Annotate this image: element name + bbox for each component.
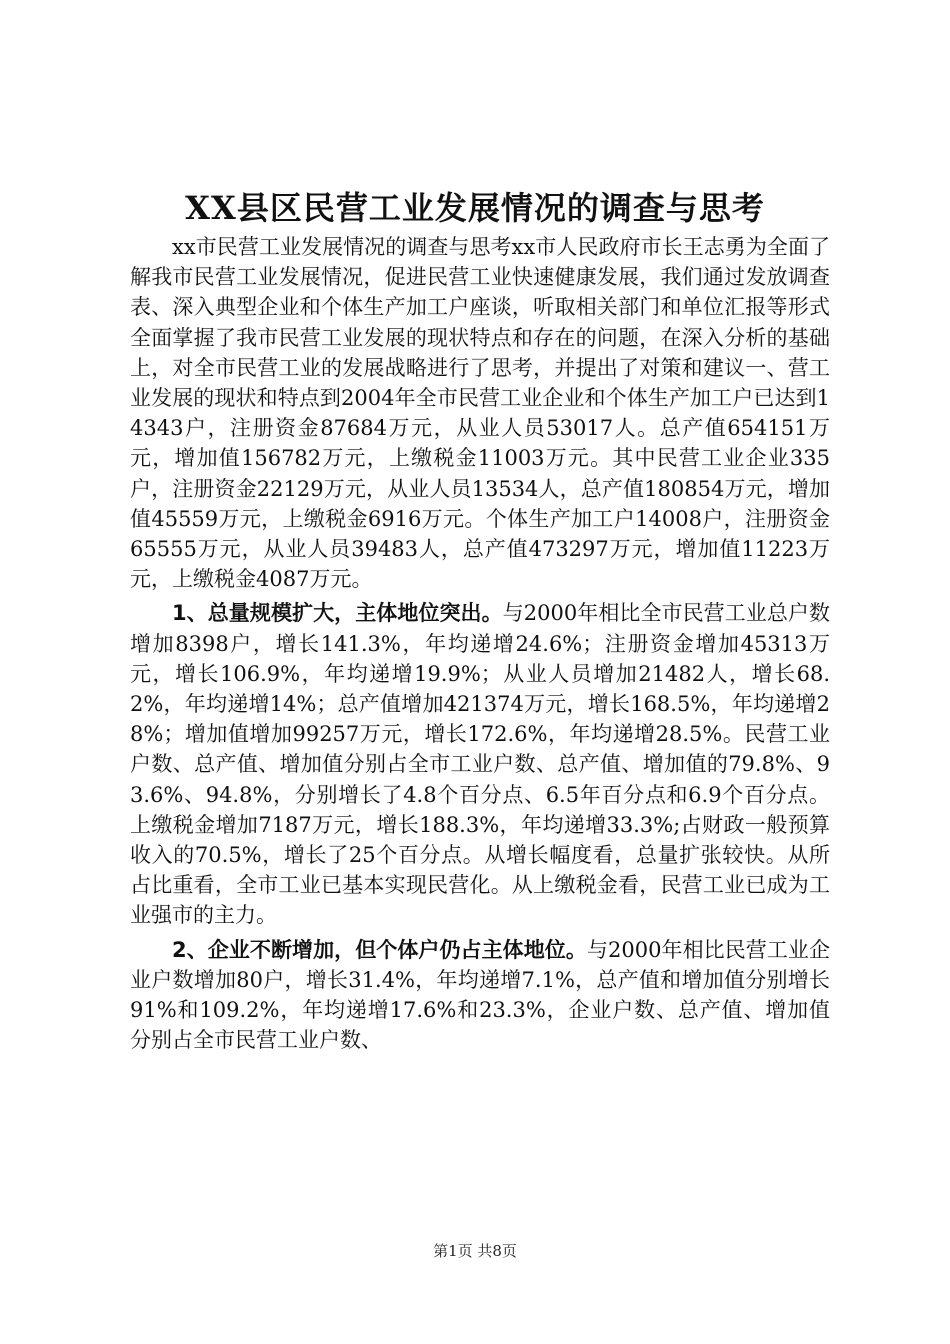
document-title: XX县区民营工业发展情况的调查与思考 — [185, 189, 765, 227]
paragraph-lead: 1、总量规模扩大，主体地位突出。 — [172, 601, 503, 626]
paragraph-lead: 2、企业不断增加，但个体户仍占主体地位。 — [172, 937, 587, 962]
paragraph-section-2 — [130, 935, 830, 1056]
paragraph-intro — [130, 232, 830, 594]
page-footer: 第1页 共8页 — [433, 1242, 517, 1260]
paragraph-section-1 — [130, 598, 830, 930]
paragraph-text: xx市民营工业发展情况的调查与思考xx市人民政府市长王志勇为全面了解我市民营工业发展情况，促进民营工业快速健康发展，我们通过发放调查表、深入典型企业和个体生产加工户座谈，听取相关部门和单位汇报等形式全面掌握了我市民营工业发展的现状特点和存在的问题，在深入分析的基础上，对全市民营工业的发展战略进行了思考，并提出了对策和建议一、营工业发展的现状和特点到2004年全市民营工业企业和个体生产加工户已达到14343户，注册资金87684万元，从业人员53017人。总产值654151万元，增加值156782万元，上缴税金11003万元。其中民营工业企业335户，注册资金22129万元，从业人员13534人，总产值180854万元，增加值45559万元，上缴税金6916万元。个体生产加工户14008户，注册资金65555万元，从业人员39483人，总产值473297万元，增加值11223万元，上缴税金4087万元。 — [130, 235, 830, 592]
document-body — [130, 232, 830, 1059]
paragraph-text: 与2000年相比全市民营工业总户数增加8398户，增长141.3%，年均递增24.6%；注册资金增加45313万元，增长106.9%，年均递增19.9%；从业人员增加21482人，增长68.2%，年均递增14%；总产值增加421374万元，增长168.5%，年均递增28%；增加值增加99257万元，增长172.6%，年均递增28.5%。民营工业户数、总产值、增加值分别占全市工业户数、总产值、增加值的79.8%、93.6%、94.8%，分别增长了4.8个百分点、6.5年百分点和6.9个百分点。上缴税金增加7187万元，增长188.3%，年均递增33.3%;占财政一般预算收入的70.5%，增长了25个百分点。从增长幅度看，总量扩张较快。从所占比重看，全市工业已基本实现民营化。从上缴税金看，民营工业已成为工业强市的主力。 — [130, 601, 830, 928]
paragraph-text: 与2000年相比民营工业企业户数增加80户，增长31.4%，年均递增7.1%，总产值和增加值分别增长91%和109.2%，年均递增17.6%和23.3%，企业户数、总产值、增加值分别占全市民营工业户数、 — [130, 937, 830, 1053]
